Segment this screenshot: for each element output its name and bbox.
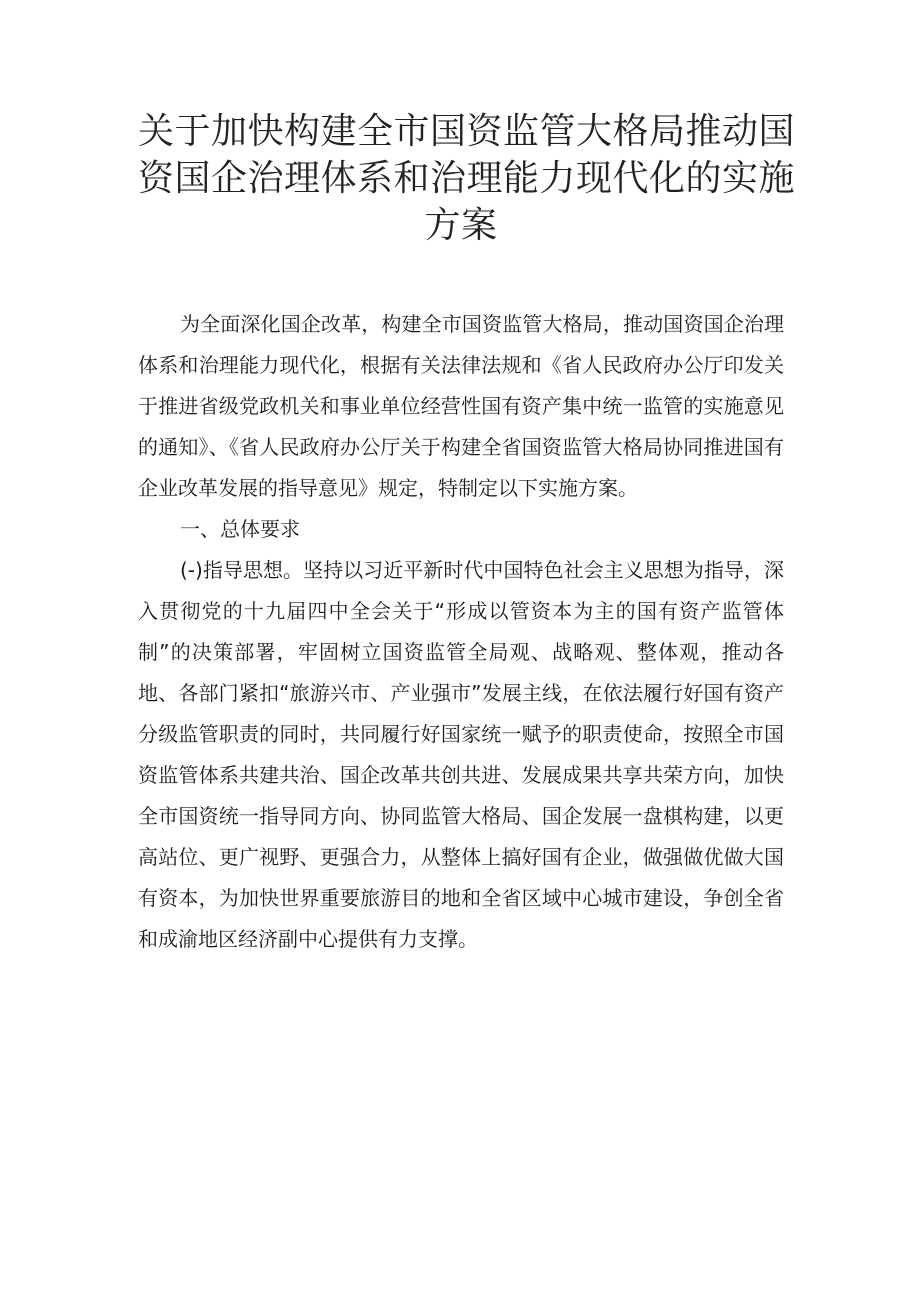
section-heading: 一、总体要求 xyxy=(180,517,300,541)
guiding-ideology-paragraph: (-)指导思想。坚持以习近平新时代中国特色社会主义思想为指导，深入贯彻党的十九届四中全会关于“形成以管资本为主的国有资产监管体制”的决策部署，牢固树立国资监管全局观、战略观、整体观，推动各地、各部门紧扣“旅游兴市、产业强市”发展主线，在依法履行好国有资产分级监管职责的同时，共同履行好国家统一赋予的职责使命，按照全市国资监管体系共建共治、国企改革共创共进、发展成果共享共荣方向，加快全市国资统一指导同方向、协同监管大格局、国企发展一盘棋构建，以更高站位、更广视野、更强合力，从整体上搞好国有企业，做强做优做大国有资本，为加快世界重要旅游目的地和全省区域中心城市建设，争创全省和成渝地区经济副中心提供有力支撑。 xyxy=(138,558,784,951)
title-line-2: 资国企治理体系和治理能力现代化的实施 xyxy=(138,158,796,199)
title-line-1: 关于加快构建全市国资监管大格局推动国 xyxy=(138,111,796,152)
title-line-3: 方案 xyxy=(424,205,498,246)
intro-paragraph: 为全面深化国企改革，构建全市国资监管大格局，推动国资国企治理体系和治理能力现代化，根据有关法律法规和《省人民政府办公厅印发关于推进省级党政机关和事业单位经营性国有资产集中统一监管的实施意见的通知》、《省人民政府办公厅关于构建全省国资监管大格局协同推进国有企业改革发展的指导意见》规定，特制定以下实施方案。 xyxy=(138,312,784,500)
document-title xyxy=(138,108,796,249)
document-body xyxy=(138,304,784,960)
